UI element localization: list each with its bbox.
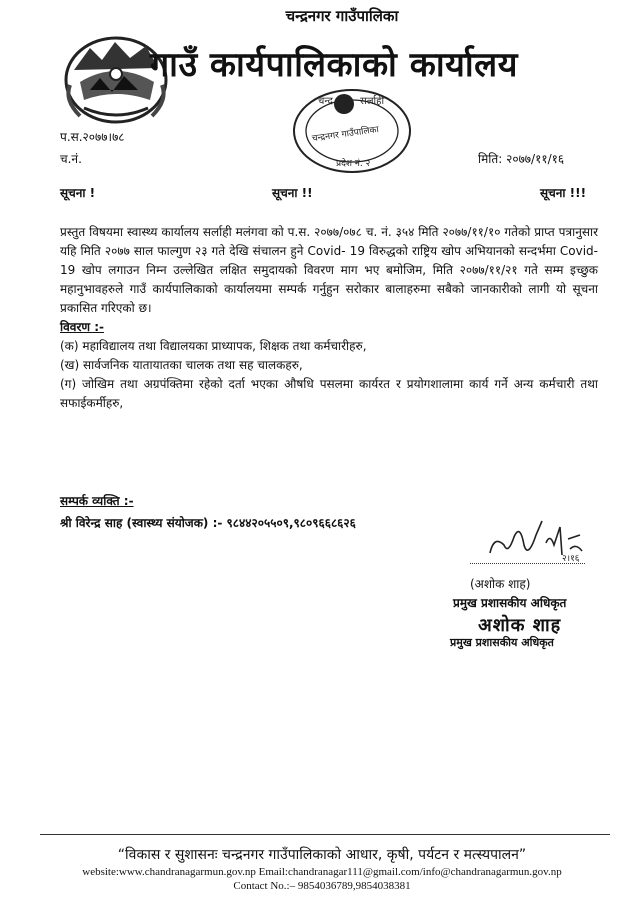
- office-title: गाउँ कार्यपालिकाको कार्यालय: [150, 45, 518, 85]
- footer-motto: “विकास र सुशासनः चन्द्रनगर गाउँपालिकाको आधार, कृषी, पर्यटन र मत्स्यपालन”: [117, 847, 527, 863]
- details-item-ga: (ग) जोखिम तथा अग्रपंक्तिमा रहेको दर्ता भएका औषधि पसलमा कार्यरत र प्रयोगशालामा कार्य गर्ने अन्य कर्मचारी तथा सफाईकर्मीहरु,: [60, 377, 598, 410]
- office-seal-stamp: [290, 86, 415, 176]
- notice-body: [60, 223, 598, 413]
- svg-text:सर्लाही: सर्लाही: [360, 96, 385, 107]
- dispatch-number: च.नं.: [60, 152, 82, 166]
- details-item-ka: (क) महाविद्यालय तथा विद्यालयका प्राध्यापक, शिक्षक तथा कर्मचारीहरु,: [60, 339, 367, 353]
- reference-number: प.स.२०७७।७८: [60, 130, 125, 144]
- signature-line: [470, 563, 585, 564]
- notice-left: सूचना !: [60, 186, 96, 200]
- svg-text:प्रदेश नं. २: प्रदेश नं. २: [336, 159, 371, 169]
- footer-contact-numbers: Contact No.:– 9854036789,9854038381: [233, 880, 411, 892]
- svg-text:चन्द्र: चन्द्र: [318, 96, 333, 107]
- letter-date: मिति: २०७७/११/१६: [478, 152, 565, 166]
- notice-center: सूचना !!: [272, 186, 313, 200]
- name-stamp: अशोक शाह: [478, 615, 562, 636]
- svg-text:२।१६: २।१६: [562, 554, 580, 564]
- details-heading: विवरण :-: [60, 320, 104, 334]
- handwritten-signature: [450, 515, 610, 569]
- contact-heading: सम्पर्क व्यक्ति :-: [60, 494, 134, 508]
- municipality-name: चन्द्रनगर गाउँपालिका: [285, 7, 399, 25]
- body-paragraph: प्रस्तुत विषयमा स्वास्थ्य कार्यालय सर्लाही मलंगवा को प.स. २०७७/०७८ च. नं. ३५४ मिति २०७७/११/१० गतेको प्राप्त पत्रानुसार यहि मिति २०७७ साल फाल्गुण २३ गते देखि संचालन हुने Covid- 19 विरुद्धको राष्ट्रिय खोप अभियानको सन्दर्भमा Covid- 19 खोप लगाउन निम्न उल्लेखित लक्षित समुदायको विवरण माग भए बमोजिम, मिति २०७७/११/२१ गते सम्म इच्छुक महानुभावहरुले गाउँ कार्यपालिकाको कार्यालयमा सम्पर्क गर्नुहुन सरोकार बालाहरुमा सबैको जानकारीको लागी यो सूचना प्रकासित गरिएको छ।: [60, 225, 598, 315]
- contact-person: श्री विरेन्द्र साह (स्वास्थ्य संयोजक) :- ९८४४२०५५०९,९८०९६६८६२६: [60, 516, 356, 530]
- details-item-kha: (ख) सार्वजनिक यातायातका चालक तथा सह चालकहरु,: [60, 358, 303, 372]
- signatory-name: (अशोक शाह): [470, 577, 531, 591]
- notice-right: सूचना !!!: [540, 186, 587, 200]
- title-stamp: प्रमुख प्रशासकीय अधिकृत: [450, 636, 554, 649]
- svg-text:चन्द्रनगर गाउँपालिका: चन्द्रनगर गाउँपालिका: [311, 124, 380, 145]
- signatory-title: प्रमुख प्रशासकीय अधिकृत: [453, 596, 567, 610]
- footer-website-email: website:www.chandranagarmun.gov.np Email:chandranagar111@gmail.com/info@chandranagarmun.gov.np: [82, 866, 562, 878]
- footer-divider: [40, 834, 610, 835]
